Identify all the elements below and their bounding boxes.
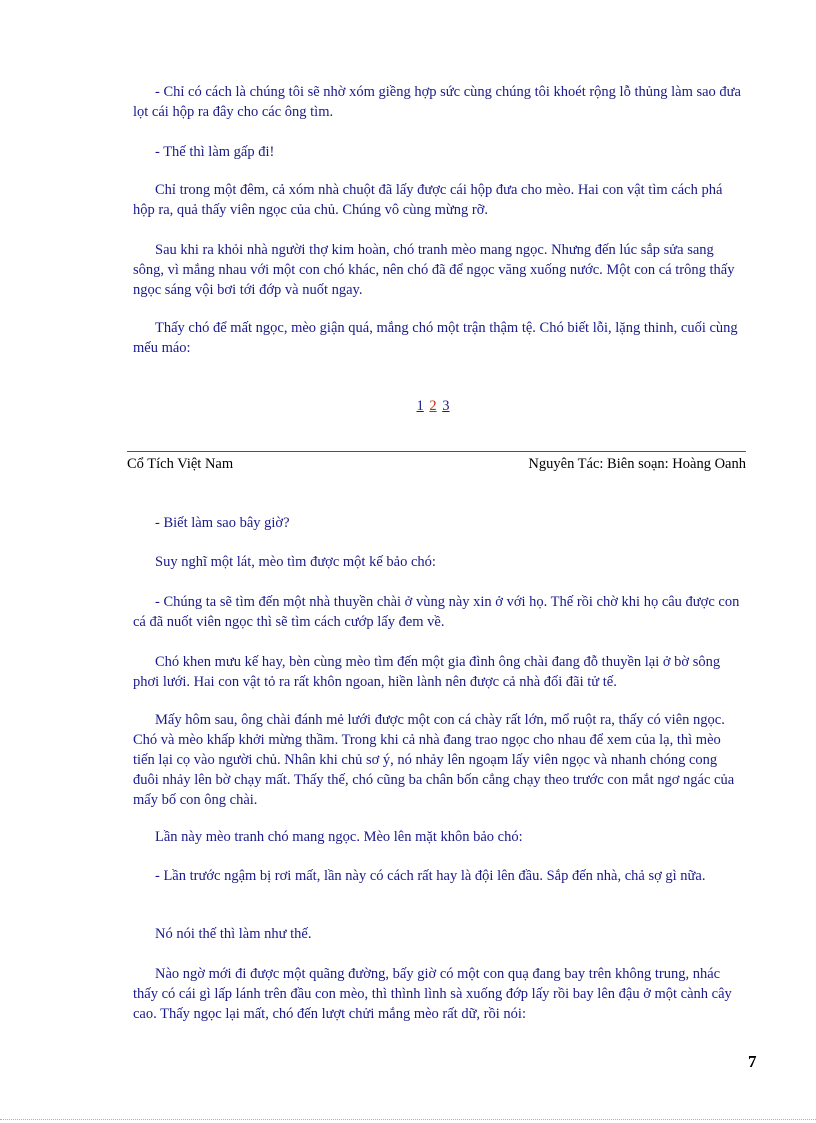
paragraph: Chó khen mưu kế hay, bèn cùng mèo tìm đến một gia đình ông chài đang đỗ thuyền lại ở bờ sông phơi lưới. Hai con vật tỏ ra rất khôn ngoan, hiền lành nên được cả nhà đối đãi tử tế. [133, 654, 721, 690]
paragraph: Suy nghĩ một lát, mèo tìm được một kế bảo chó: [155, 554, 436, 570]
paragraph: Chỉ trong một đêm, cả xóm nhà chuột đã lấy được cái hộp đưa cho mèo. Hai con vật tìm cách phá hộp ra, quả thấy viên ngọc của chủ. Chúng vô cùng mừng rỡ. [133, 182, 723, 218]
paragraph: Nào ngờ mới đi được một quãng đường, bấy giờ có một con quạ đang bay trên không trung, nhác thấy có cái gì lấp lánh trên đầu con mèo, thì thình lình sà xuống đớp lấy rồi bay lên đậu ở một cành cây cao. Thấy ngọc lại mất, chó đến lượt chửi mắng mèo rất dữ, rồi nói: [133, 966, 732, 1022]
paragraph: - Thế thì làm gấp đi! [155, 144, 275, 160]
paragraph: Thấy chó để mất ngọc, mèo giận quá, mắng chó một trận thậm tệ. Chó biết lỗi, lặng thinh, cuối cùng mếu máo: [133, 320, 738, 356]
paragraph: Mấy hôm sau, ông chài đánh mẻ lưới được một con cá chày rất lớn, mổ ruột ra, thấy có viên ngọc. Chó và mèo khấp khởi mừng thầm. Trong khi cả nhà đang trao ngọc cho nhau để xem của lạ, thì mèo tiến lại cọ vào người chủ. Nhân khi chủ sơ ý, nó nhảy lên ngoạm lấy viên ngọc và nhanh chóng cong đuôi nhảy lên bờ chạy mất. Thấy thế, chó cũng ba chân bốn cẳng chạy theo trước con mắt ngơ ngác của mấy bố con ông chài. [133, 712, 735, 808]
author-credit: Nguyên Tác: Biên soạn: Hoàng Oanh [528, 456, 746, 472]
section-divider [127, 451, 746, 452]
paragraph: Sau khi ra khỏi nhà người thợ kim hoàn, chó tranh mèo mang ngọc. Nhưng đến lúc sắp sửa sang sông, vì mắng nhau với một con chó khác, nên chó đã để ngọc văng xuống nước. Một con cá trông thấy ngọc sáng vội bơi tới đớp và nuốt ngay. [133, 242, 735, 298]
paragraph: - Biết làm sao bây giờ? [155, 515, 290, 531]
paragraph: Nó nói thế thì làm như thế. [155, 926, 312, 942]
page-link-3[interactable]: 3 [442, 398, 450, 414]
paragraph: - Chỉ có cách là chúng tôi sẽ nhờ xóm giềng hợp sức cùng chúng tôi khoét rộng lỗ thủng làm sao đưa lọt cái hộp ra đây cho các ông tìm. [133, 84, 741, 120]
book-title: Cổ Tích Việt Nam [127, 456, 234, 472]
page-link-2[interactable]: 2 [429, 398, 437, 414]
paragraph: - Chúng ta sẽ tìm đến một nhà thuyền chài ở vùng này xin ở với họ. Thế rồi chờ khi họ câu được con cá đã nuốt viên ngọc thì sẽ tìm cách cướp lấy đem về. [133, 594, 740, 630]
pagination [0, 397, 816, 415]
paragraph: - Lần trước ngậm bị rơi mất, lần này có cách rất hay là đội lên đầu. Sắp đến nhà, chả sợ gì nữa. [155, 868, 706, 884]
paragraph: Lần này mèo tranh chó mang ngọc. Mèo lên mặt khôn bảo chó: [155, 829, 523, 845]
page-link-1[interactable]: 1 [416, 398, 424, 414]
page-bottom-border [0, 1119, 816, 1120]
page-number: 7 [748, 1052, 757, 1071]
